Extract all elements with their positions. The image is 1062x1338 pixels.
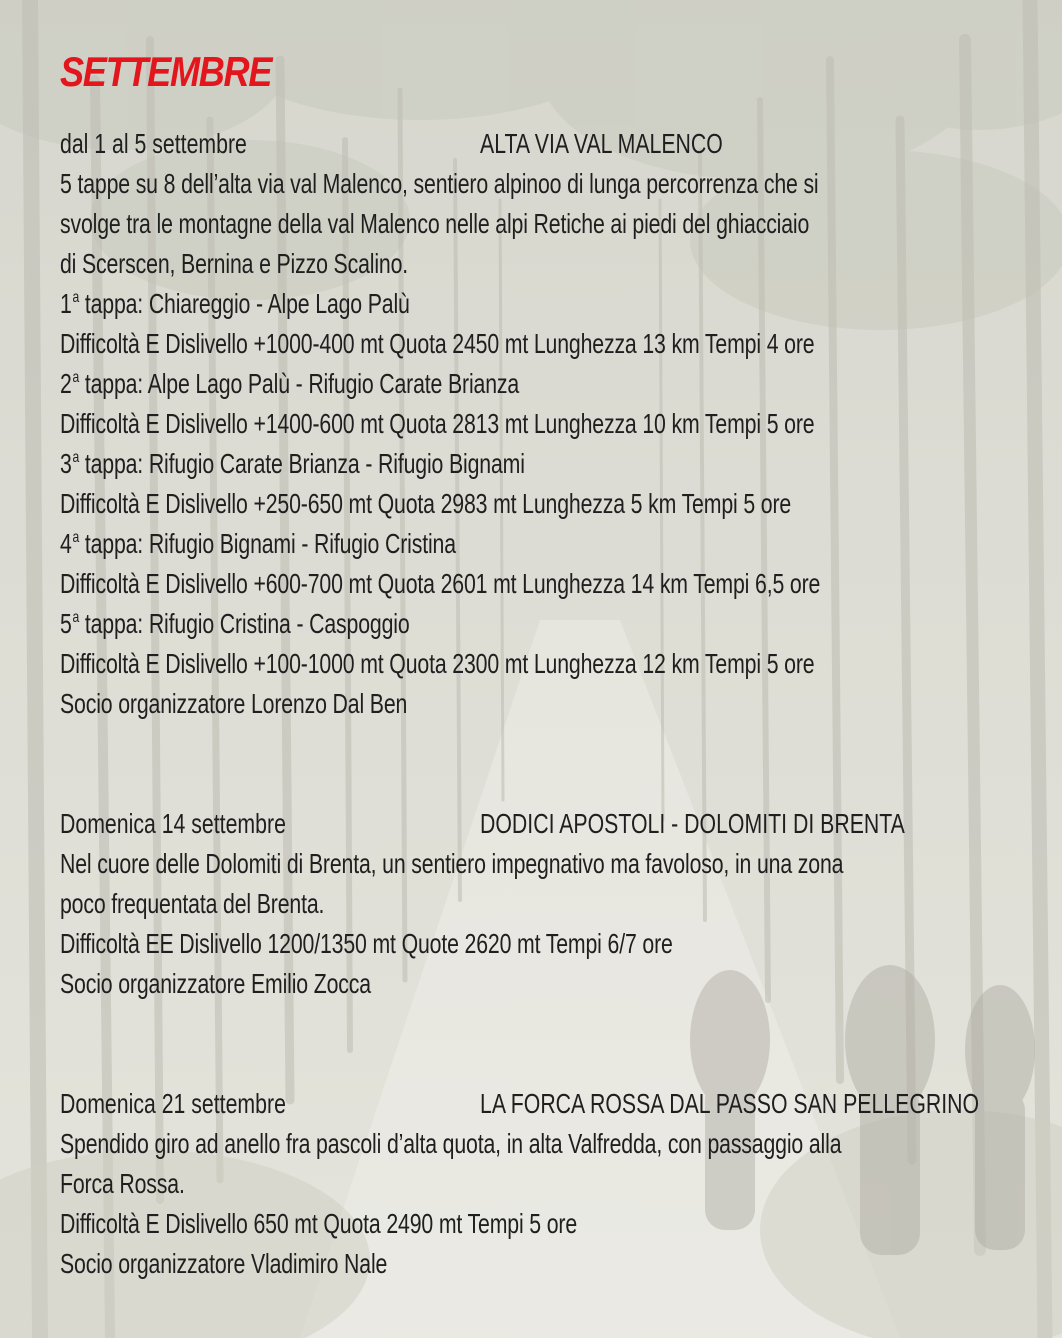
event-description	[60, 844, 1060, 1004]
event-text-line: Difficoltà E Dislivello +100-1000 mt Quota 2300 mt Lunghezza 12 km Tempi 5 ore	[60, 648, 815, 679]
event-text-line: Forca Rossa.	[60, 1168, 185, 1199]
event-date: Domenica 21 settembre	[60, 1088, 286, 1119]
event-text-line: svolge tra le montagne della val Malenco nelle alpi Retiche ai piedi del ghiacciaio	[60, 208, 810, 239]
event-text-line: Difficoltà E Dislivello +600-700 mt Quota 2601 mt Lunghezza 14 km Tempi 6,5 ore	[60, 568, 821, 599]
stage-ordinal: a	[72, 369, 80, 386]
stage-number: 5	[60, 608, 72, 639]
event-text-line: di Scerscen, Bernina e Pizzo Scalino.	[60, 248, 409, 279]
event-text-line: Difficoltà EE Dislivello 1200/1350 mt Quote 2620 mt Tempi 6/7 ore	[60, 928, 673, 959]
stage-line	[60, 604, 820, 644]
stage-number: 1	[60, 288, 72, 319]
event-date: dal 1 al 5 settembre	[60, 128, 247, 159]
event-header	[60, 124, 1060, 164]
stage-line	[60, 364, 820, 404]
event-name: DODICI APOSTOLI - DOLOMITI DI BRENTA	[480, 808, 905, 839]
stage-route: tappa: Alpe Lago Palù - Rifugio Carate Brianza	[79, 368, 520, 399]
event-text-line: Socio organizzatore Vladimiro Nale	[60, 1248, 388, 1279]
event-text-line: Difficoltà E Dislivello +1000-400 mt Quota 2450 mt Lunghezza 13 km Tempi 4 ore	[60, 328, 815, 359]
stage-route: tappa: Rifugio Bignami - Rifugio Cristina	[79, 528, 456, 559]
event-name: LA FORCA ROSSA DAL PASSO SAN PELLEGRINO	[480, 1088, 980, 1119]
event-date: Domenica 14 settembre	[60, 808, 286, 839]
event-text-line: Spendido giro ad anello fra pascoli d’alta quota, in alta Valfredda, con passaggio alla	[60, 1128, 842, 1159]
stage-line	[60, 524, 820, 564]
event-block	[60, 804, 1060, 1004]
stage-ordinal: a	[72, 449, 80, 466]
stage-ordinal: a	[72, 529, 80, 546]
stage-ordinal: a	[72, 289, 80, 306]
event-description	[60, 164, 1060, 724]
stage-ordinal: a	[72, 609, 80, 626]
event-text-line: Socio organizzatore Emilio Zocca	[60, 968, 371, 999]
event-text-line: Socio organizzatore Lorenzo Dal Ben	[60, 688, 408, 719]
event-text-line: Nel cuore delle Dolomiti di Brenta, un sentiero impegnativo ma favoloso, in una zona	[60, 848, 844, 879]
stage-line	[60, 444, 820, 484]
month-title: SETTEMBRE	[60, 48, 272, 95]
event-block	[60, 124, 1060, 724]
stage-route: tappa: Rifugio Cristina - Caspoggio	[79, 608, 410, 639]
stage-number: 4	[60, 528, 72, 559]
event-header	[60, 1084, 1060, 1124]
event-header	[60, 804, 1060, 844]
event-text-line: Difficoltà E Dislivello +1400-600 mt Quota 2813 mt Lunghezza 10 km Tempi 5 ore	[60, 408, 815, 439]
stage-line	[60, 284, 820, 324]
event-text-line: 5 tappe su 8 dell’alta via val Malenco, sentiero alpinoo di lunga percorrenza che si	[60, 168, 819, 199]
event-text-line: Difficoltà E Dislivello +250-650 mt Quota 2983 mt Lunghezza 5 km Tempi 5 ore	[60, 488, 792, 519]
stage-number: 2	[60, 368, 72, 399]
event-text-line: Difficoltà E Dislivello 650 mt Quota 2490 mt Tempi 5 ore	[60, 1208, 578, 1239]
event-description	[60, 1124, 1060, 1284]
event-name: ALTA VIA VAL MALENCO	[480, 128, 723, 159]
event-block	[60, 1084, 1060, 1284]
stage-route: tappa: Rifugio Carate Brianza - Rifugio Bignami	[79, 448, 525, 479]
stage-route: tappa: Chiareggio - Alpe Lago Palù	[79, 288, 410, 319]
event-text-line: poco frequentata del Brenta.	[60, 888, 325, 919]
stage-number: 3	[60, 448, 72, 479]
